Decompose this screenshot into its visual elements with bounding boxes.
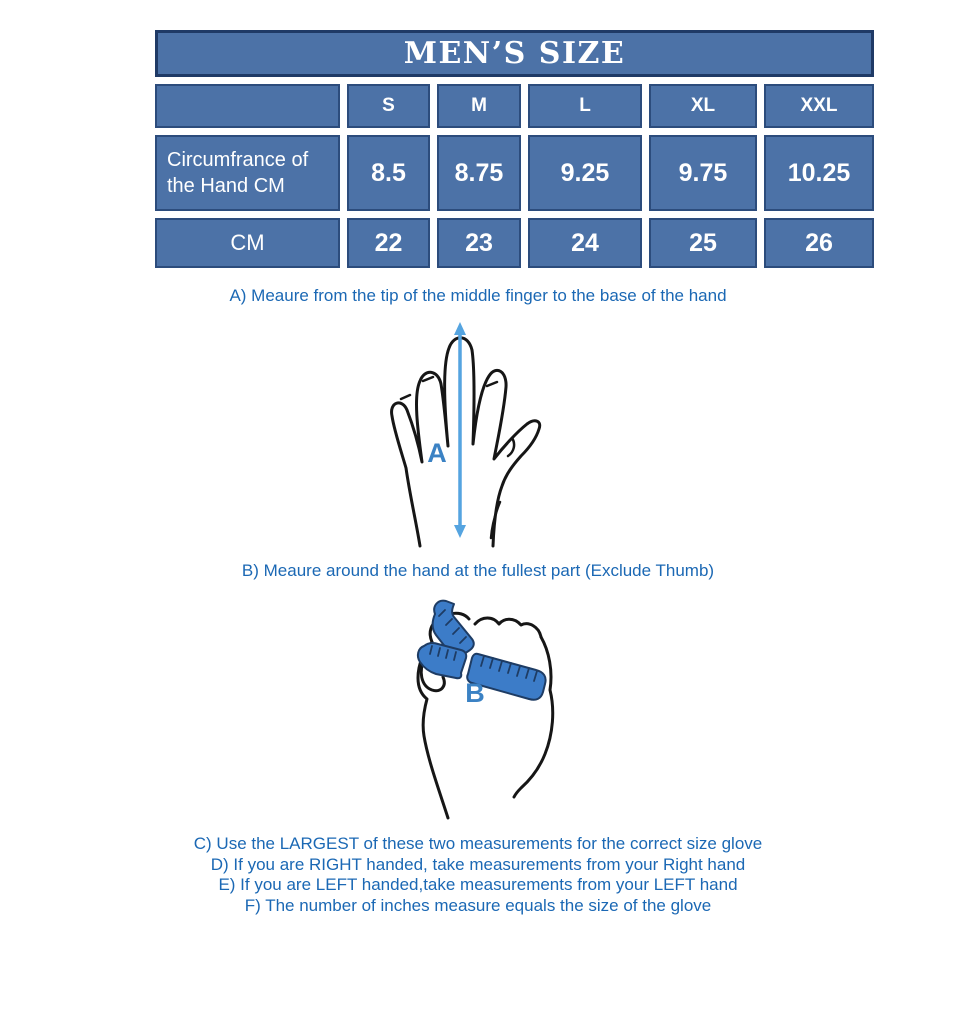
cm-value-xxl: 26	[764, 218, 874, 268]
circumference-value-xl: 9.75	[649, 135, 757, 211]
cm-value-s: 22	[347, 218, 430, 268]
hand-figure-letter: A	[427, 438, 447, 468]
instruction-c: C) Use the LARGEST of these two measurements for the correct size glove	[193, 834, 763, 853]
table-corner-cell	[155, 84, 340, 128]
instruction-b: B) Meaure around the hand at the fullest part (Exclude Thumb)	[241, 561, 715, 580]
instruction-f: F) The number of inches measure equals the size of the glove	[244, 895, 712, 915]
circumference-value-xxl: 10.25	[764, 135, 874, 211]
row-label-circumference: Circumfrance of the Hand CM	[155, 135, 340, 211]
size-header-l: L	[528, 84, 642, 128]
cm-value-xl: 25	[649, 218, 757, 268]
size-table	[155, 30, 875, 268]
fist-measuring-tape-icon	[398, 594, 580, 830]
circumference-value-l: 9.25	[528, 135, 642, 211]
open-hand-measure-icon	[378, 316, 556, 548]
cm-value-m: 23	[437, 218, 521, 268]
size-header-s: S	[347, 84, 430, 128]
circumference-value-m: 8.75	[437, 135, 521, 211]
table-title: MEN’S SIZE	[155, 30, 874, 77]
row-label-cm: CM	[155, 218, 340, 268]
size-header-m: M	[437, 84, 521, 128]
instruction-e: E) If you are LEFT handed,take measurements from your LEFT hand	[218, 875, 738, 894]
size-header-xxl: XXL	[764, 84, 874, 128]
size-header-xl: XL	[649, 84, 757, 128]
circumference-value-s: 8.5	[347, 135, 430, 211]
instruction-a: A) Meaure from the tip of the middle finger to the base of the hand	[229, 286, 727, 305]
fist-figure-letter: B	[465, 678, 485, 708]
cm-value-l: 24	[528, 218, 642, 268]
instructions-cdef	[0, 834, 956, 916]
instruction-d: D) If you are RIGHT handed, take measurements from your Right hand	[210, 854, 746, 874]
